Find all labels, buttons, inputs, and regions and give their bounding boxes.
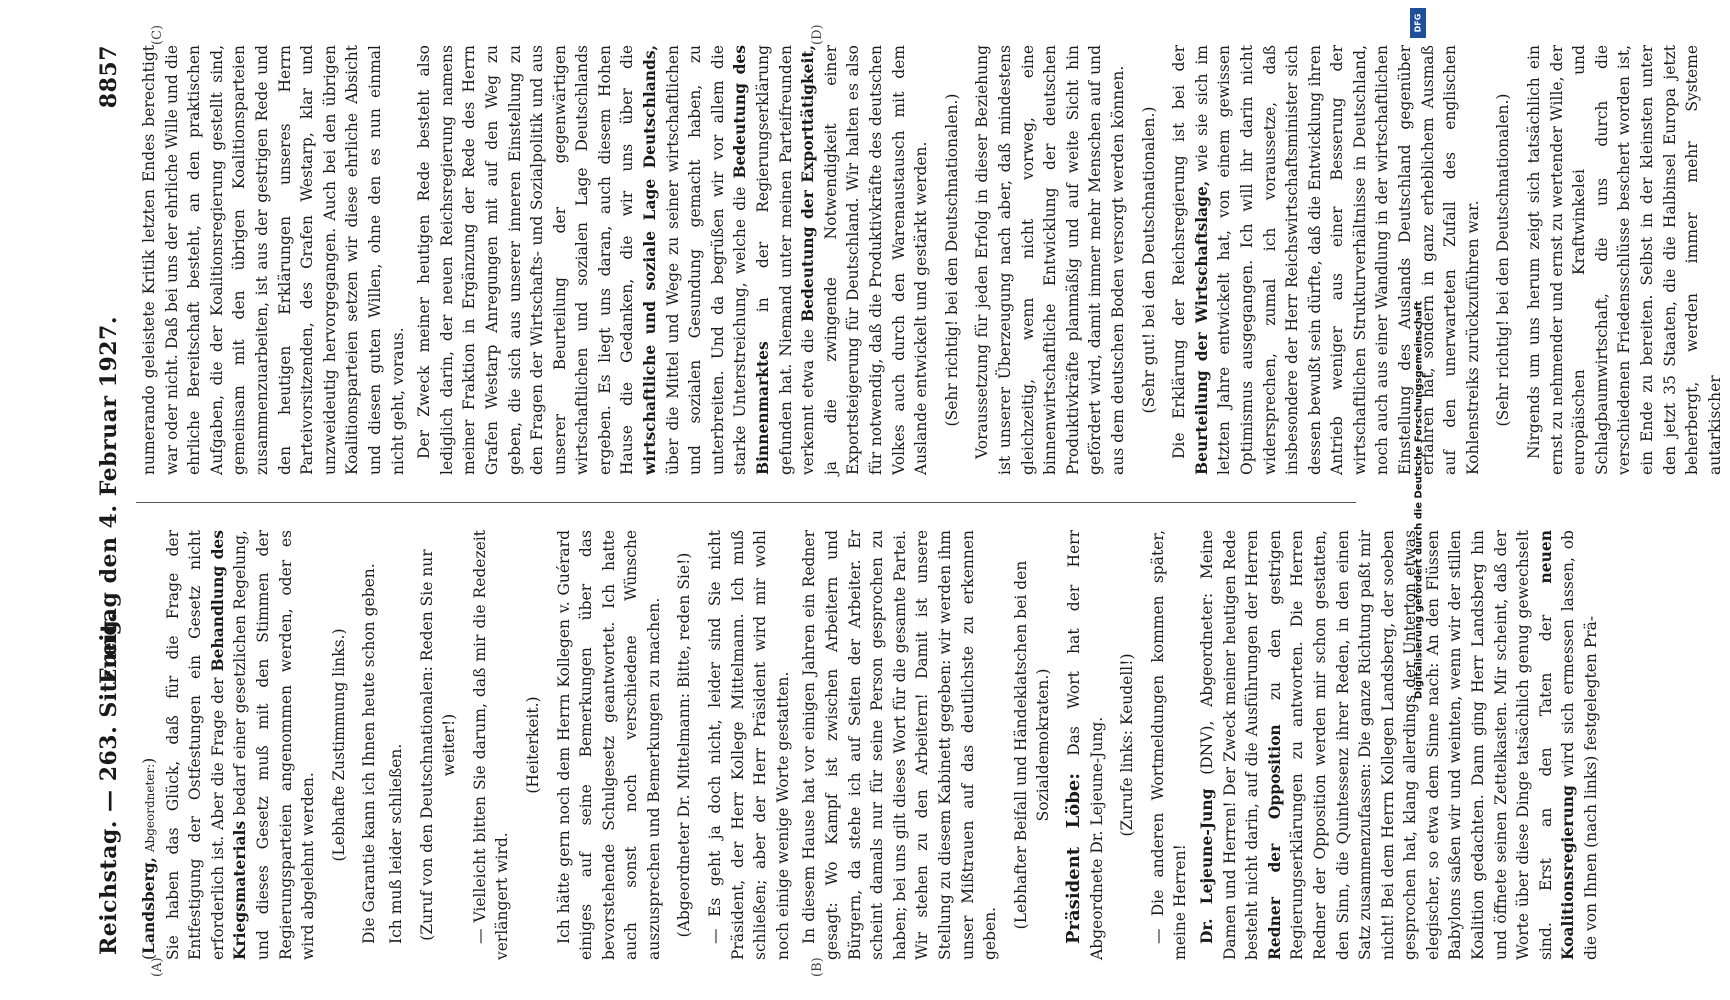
- paragraph: Die Garantie kann ich Ihnen heute schon geben.: [360, 563, 379, 944]
- header-session: Reichstag. — 263. Sitzung.: [96, 611, 122, 955]
- president-name: Präsident Löbe:: [1062, 773, 1084, 944]
- interjection: (Sehr richtig! bei den Deutschnationalen.): [1494, 93, 1513, 427]
- interjection: (Abgeordneter Dr. Mittelmann: Bitte, reden Sie!): [675, 552, 694, 938]
- interjection: (Zurufe links: Keudell!): [1118, 653, 1137, 837]
- paragraph-text: Das Wort hat der Herr Abgeordnete Dr. Lejeune-Jung.: [1064, 530, 1106, 960]
- paragraph: numerando geleistete Kritik letzten Endes berechtigt war oder nicht. Daß bei uns der ehrliche Wille und die ehrliche Bereitschaft besteht, an den praktischen Aufgaben, die der Koalitionsregierung gestellt sind, gemeinsam mit den übrigen Koalitionsparteien zusammenzuarbeiten, ist aus der gestrigen Rede und den heutigen Erklärungen unseres Herrn Parteivorsitzenden, des Grafen Westarp, klar und unzweideutig hervorgegangen. Auch bei den übrigen Koalitionsparteien setzen wir diese ehrliche Absicht und diesen guten Willen, ohne den es nun einmal nicht geht, voraus.: [140, 45, 407, 475]
- margin-marker-d: (D): [810, 24, 825, 45]
- interjection: (Zuruf von den Deutschnationalen: Reden Sie nur weiter!): [417, 549, 459, 941]
- right-column: [138, 45, 1730, 475]
- emphasis-text: Behandlung des Kriegsmaterials: [207, 530, 250, 960]
- paragraph-text: über die Mittel und Wege zu seiner wirtschaftlichen und sozialen Gesundung gemacht haben, zu unterbreiten. Und da begrüßen wir vor allem die starke Unterstreichung, welche die: [663, 45, 750, 475]
- margin-marker-b: (B): [810, 957, 825, 977]
- rotated-page: [90, 24, 1724, 977]
- paragraph-text: Der Zweck meiner heutigen Rede besteht also lediglich darin, der neuen Reichsregierung namens meiner Fraktion in Ergänzung der Rede des Herrn Grafen Westarp Anregungen mit auf den Weg zu geben, die sich aus unserer inneren Einstellung zu den Fragen der Wirtschafts- und Sozialpolitik und aus unserer Beurteilung der gegenwärtigen wirtschaftlichen und sozialen Lage Deutschlands ergeben. Es liegt uns daran, auch diesem Hohen Hause die Gedanken, die wir uns über die: [415, 45, 637, 475]
- header-date: Freitag den 4. Februar 1927.: [96, 315, 122, 685]
- digitization-note: [1410, 8, 1428, 992]
- interjection: (Sehr richtig! bei den Deutschnationalen.): [942, 93, 961, 427]
- paragraph: (Landsberg, Abgeordneter:) Sie haben das Glück, daß für die Frage der Entfestigung der Ostfestungen ein Gesetz nicht erforderlich ist. Aber die Frage der Behandlung des Kriegsmaterials bedarf einer gesetzlichen Regelung, und dieses Gesetz muß mit den Stimmen der Regierungsparteien angenommen werden, oder es wird abgelehnt werden.: [139, 530, 318, 960]
- paragraph-text: (DNV), Abgeordneter: Meine Damen und Herren! Der Zweck meiner heutigen Rede besteht nicht darin, auf die Ausführungen der Herren: [1197, 530, 1262, 960]
- emphasis-text: wirtschaftliche und soziale Lage Deutschlands,: [640, 45, 660, 475]
- interjection: (Sehr gut! bei den Deutschnationalen.): [1139, 106, 1158, 414]
- margin-marker-c: (C): [150, 24, 165, 45]
- paragraph: [1168, 45, 1484, 475]
- speaker-role: Abgeordneter:: [143, 763, 157, 853]
- paragraph-text: wie sie sich im letzten Jahre entwickelt hat, von einem gewissen Optimismus ausgegangen. Ich will ihr darin nicht widersprechen, zumal ich voraussetze, daß insbesondere der Herr Reichswirtschaftsminister sich dessen bewußt sein dürfte, daß die Entwicklung ihren Antrieb weniger aus einer Besserung der wirtschaftlichen Strukturverhältnisse in Deutschland, noch auch aus einer Wandlung in der wirtschaftlichen Einstellung des Auslands Deutschland gegenüber erfahren hat, sondern in ganz erheblichem Ausmaß auf den unerwarteten Zufall des englischen Kohlenstreiks zurückzuführen war.: [1192, 45, 1482, 475]
- speaker-name: Landsberg,: [139, 857, 158, 954]
- paragraph-text: Sie haben das Glück, daß für die Frage der Entfestigung der Ostfestungen ein Gesetz nicht erforderlich ist. Aber die Frage der: [163, 530, 227, 960]
- paragraph: [1063, 530, 1108, 960]
- paragraph: [413, 45, 933, 475]
- paragraph: — Es geht ja doch nicht, leider sind Sie nicht Präsident, der Herr Kollege Mittelmann. Ich muß schließen; aber der Herr Präsident wird mir wohl noch einige wenige Worte gestatten.: [706, 530, 792, 960]
- column-divider: [136, 502, 1356, 503]
- interjection: (Lebhafter Beifall und Händeklatschen bei den Sozialdemokraten.): [1011, 560, 1053, 930]
- paragraph-text: ja die zwingende Notwendigkeit einer Exportsteigerung für Deutschland. Wir halten es also für notwendig, daß die Produktivkräfte des deutschen Volkes auch durch den Warenaustausch mit dem Auslande entwickelt und gestärkt werden.: [821, 45, 931, 475]
- paragraph: [1196, 530, 1603, 960]
- paragraph: In diesem Hause hat vor einigen Jahren ein Redner gesagt: Wo Kampf ist zwischen Arbeitern und Bürgern, da stehe ich auf Seiten der Arbeiter. Er scheint damals nur für seine Person gesprochen zu haben; bei uns gilt dieses Wort für die gesamte Partei. Wir stehen zu den Arbeitern! Damit ist unsere Stellung zu diesem Kabinett gegeben: wir werden ihm unser Mißtrauen auf das deutlichste zu erkennen geben.: [800, 530, 1000, 960]
- emphasis-text: Bedeutung des Binnenmarktes: [730, 45, 773, 475]
- paragraph: Ich hätte gern noch dem Herrn Kollegen v. Guérard einiges auf seine Bemerkungen über das bevorstehende Schulgesetz geantwortet. Ich hatte auch sonst noch verschiedene Wünsche auszusprechen und Bemerkungen zu machen.: [554, 530, 663, 960]
- interjection: (Heiterkeit.): [523, 696, 542, 794]
- page-number: 8857: [96, 45, 122, 109]
- speaker-name: Dr. Lejeune-Jung: [1196, 788, 1216, 944]
- paragraph: Voraussetzung für jeden Erfolg in dieser Beziehung ist unserer Überzeugung nach aber, daß mindestens gleichzeitig, wenn nicht vorweg, eine binnenwirtschaftliche Entwicklung der deutschen Produktivkräfte planmäßig und auf weite Sicht hin gefördert wird, damit immer mehr Menschen auf und aus dem deutschen Boden versorgt werden können.: [973, 45, 1127, 475]
- paragraph-text: wird sich ermessen lassen, ob die von Ihnen (nach links) festgelegten Prä-: [1559, 530, 1601, 960]
- margin-marker-a: (A): [150, 957, 165, 977]
- emphasis-text: Bedeutung der Exporttätigkeit,: [798, 45, 818, 322]
- emphasis-text: Beurteilung der Wirtschaftslage,: [1191, 180, 1211, 475]
- emphasis-text: neuen Koalitionsregierung: [1535, 530, 1578, 960]
- paragraph: Nirgends um uns herum zeigt sich tatsächlich ein ernst zu nehmender und ernst zu wertender Wille, der europäischen Kraftwinkelei und Schlagbaumwirtschaft, die uns durch die verschiedenen Friedensschlüsse beschert worden ist, ein Ende zu bereiten. Selbst in der kleinsten unter den jetzt 35 Staaten, die die Halbinsel Europa jetzt beherbergt, werden immer mehr Systeme autarkischer: [1525, 45, 1724, 475]
- paragraph-text: Die Erklärung der Reichsregierung ist bei der: [1170, 45, 1189, 459]
- paragraph-text: in der Regierungserklärung gefunden hat. Niemand unter meinen Parteifreunden verkennt etwa die: [754, 45, 818, 475]
- interjection: (Lebhafte Zustimmung links.): [329, 628, 348, 862]
- paragraph-text: bedarf einer gesetzlichen Regelung, und dieses Gesetz muß mit den Stimmen der Regierungsparteien angenommen werden, oder es wird abgelehnt werden.: [231, 530, 318, 960]
- paragraph: — Die anderen Wortmeldungen kommen später, meine Herren!: [1148, 530, 1190, 960]
- digitization-note-text: Digitalisierung gefördert durch die Deutsche Forschungsgemeinschaft: [1413, 301, 1425, 699]
- left-column: [138, 530, 1607, 960]
- page-header: [90, 25, 124, 975]
- paragraph: — Vielleicht bitten Sie darum, daß mir die Redezeit verlängert wird.: [470, 530, 512, 960]
- emphasis-text: Redner der Opposition: [1264, 724, 1284, 960]
- logo-text: DFG: [1413, 13, 1423, 33]
- paragraph: Ich muß leider schließen.: [386, 743, 405, 944]
- paragraph-text: zu den gestrigen Regierungserklärungen zu antworten. Die Herren Redner der Opposition werden mir schon gestatten, den Sinn, die Quintessenz ihrer Reden, in den einen Satz zusammenzufassen: Die ganze Richtung paßt mir nicht! Bei dem Herrn Kollegen Landsberg, der soeben gesprochen hat, klang allerdings der Unterton etwas elegischer, so etwa dem Sinne nach: An den Flüssen Babylons saßen wir und weinten, wenn wir der stillen Koalition gedachten. Dann ging Herr Landsberg hin und öffnete seinen Zettelkasten. Mir scheint, daß der Worte über diese Dinge tatsächlich genug gewechselt sind. Erst an den Taten der: [1265, 530, 1555, 960]
